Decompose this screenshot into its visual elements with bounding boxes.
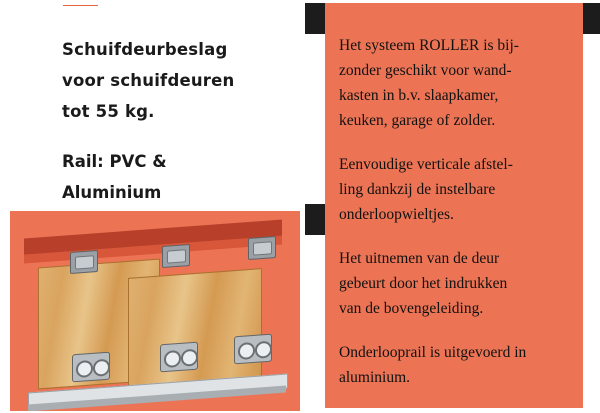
product-illustration — [10, 211, 300, 411]
paragraph-line: Het systeem ROLLER is bij- — [339, 37, 519, 54]
paragraph-line: zonder geschikt voor wand- — [339, 62, 512, 79]
paragraph-3 — [339, 246, 569, 321]
roller-assembly — [160, 342, 198, 373]
page-title — [62, 34, 292, 127]
title-line-2: voor schuifdeuren — [62, 71, 235, 90]
paragraph-line: onderloopwieltjes. — [339, 206, 454, 223]
paragraph-line: Het uitnemen van de deur — [339, 250, 500, 267]
paragraph-4 — [339, 340, 569, 390]
paragraph-1 — [339, 33, 569, 133]
paragraph-line: Onderlooprail is uitgevoerd in — [339, 344, 527, 361]
subtitle-line-1: Rail: PVC & — [62, 152, 167, 171]
paragraph-line: van de bovengeleiding. — [339, 300, 484, 317]
hanger-bracket — [70, 250, 98, 274]
paragraph-line: ling dankzij de instelbare — [339, 181, 496, 198]
right-panel — [325, 3, 583, 408]
paragraph-line: Eenvoudige verticale afstel- — [339, 156, 513, 173]
paragraph-line: aluminium. — [339, 369, 411, 386]
left-column — [10, 6, 300, 406]
paragraph-2 — [339, 152, 569, 227]
roller-assembly — [72, 352, 110, 383]
paragraph-line: kasten in b.v. slaapkamer, — [339, 87, 499, 104]
subtitle-line-2: Aluminium — [62, 183, 162, 202]
paragraph-line: keuken, garage of zolder. — [339, 112, 496, 129]
description-text — [339, 33, 569, 409]
title-line-1: Schuifdeurbeslag — [62, 40, 228, 59]
paragraph-line: gebeurt door het indrukken — [339, 275, 508, 292]
title-line-3: tot 55 kg. — [62, 102, 155, 121]
roller-assembly — [234, 334, 272, 365]
hanger-bracket — [248, 236, 276, 260]
title-block — [10, 6, 300, 211]
page-subtitle — [62, 146, 292, 208]
hanger-bracket — [162, 244, 190, 268]
